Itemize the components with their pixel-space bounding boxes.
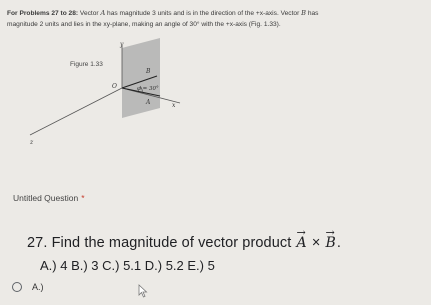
vector-b-symbol: B <box>301 9 306 17</box>
x-axis-label: x <box>172 102 176 109</box>
problem-line1-a: Vector <box>78 10 101 17</box>
question-prompt: 27. Find the magnitude of vector product <box>27 235 296 251</box>
mouse-pointer-icon <box>138 284 148 303</box>
origin-label: O <box>112 83 117 90</box>
y-axis-label: y <box>120 41 124 48</box>
question-title-text: Untitled Question <box>13 193 79 203</box>
vector-a-label: A <box>146 99 151 106</box>
vector-figure <box>0 38 260 168</box>
problem-line2: magnitude 2 units and lies in the xy-plane, making an angle of 30° with the +x-axis (Fig. 1.33). <box>7 21 281 28</box>
vector-a-symbol: A <box>100 9 106 17</box>
vector-a-math: → A <box>295 235 307 251</box>
angle-label: φ = 30° <box>137 86 159 92</box>
option-a-radio[interactable] <box>12 282 22 292</box>
z-axis-label: z <box>30 139 34 146</box>
figure-caption: Figure 1.33 <box>70 61 103 68</box>
z-axis <box>30 88 122 135</box>
problem-statement <box>7 8 417 30</box>
vector-b-label: B <box>146 68 151 75</box>
question-text <box>27 235 417 251</box>
vector-b-math: → B <box>325 235 337 251</box>
problem-line1-b: has magnitude 3 units and is in the direction of the +x-axis. Vector <box>105 10 302 17</box>
option-a-label[interactable]: A.) <box>32 282 44 292</box>
problem-line1-c: has <box>306 10 319 17</box>
xy-plane-shade <box>122 38 160 118</box>
question-title <box>13 193 85 203</box>
cross-product-symbol: × <box>307 235 325 251</box>
question-period: . <box>336 235 342 251</box>
option-a-row[interactable] <box>12 282 44 292</box>
figure-diagram <box>0 38 260 168</box>
problem-heading: For Problems 27 to 28: <box>7 10 79 17</box>
required-asterisk: * <box>81 193 85 203</box>
answer-choices-text: A.) 4 B.) 3 C.) 5.1 D.) 5.2 E.) 5 <box>40 258 215 273</box>
